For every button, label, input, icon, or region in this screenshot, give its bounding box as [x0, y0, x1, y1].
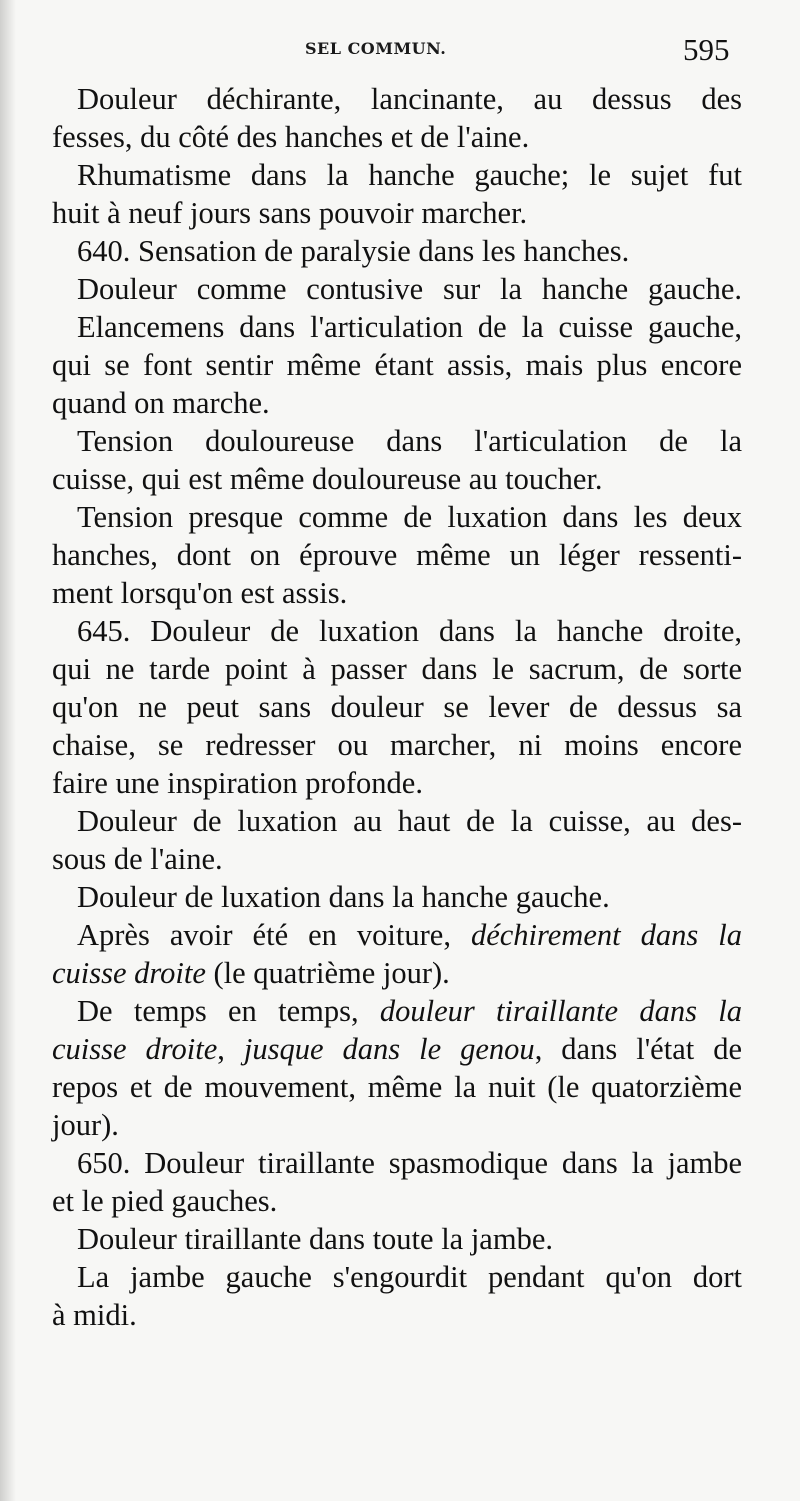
text-line	[52, 840, 742, 878]
text-line	[52, 650, 742, 688]
line-text: sous de l'aine.	[52, 842, 223, 876]
text-line	[52, 498, 742, 536]
line-text: fesses, du côté des hanches et de l'aine.	[52, 120, 530, 154]
line-text: La jambe gauche s'engourdit pendant qu'on dort	[77, 1260, 742, 1294]
line-text: ment lorsqu'on est assis.	[52, 576, 348, 610]
line-text: Douleur de luxation au haut de la cuisse, au des-	[77, 804, 742, 838]
text-line	[52, 1296, 742, 1334]
text-line	[52, 574, 742, 612]
line-text: Douleur de luxation dans la hanche gauche.	[77, 880, 610, 914]
text-line	[52, 764, 742, 802]
line-text: 650. Douleur tiraillante spasmodique dans la jambe	[77, 1146, 742, 1180]
line-text: hanches, dont on éprouve même un léger ressenti-	[52, 538, 742, 572]
text-line	[52, 384, 742, 422]
text-line	[52, 1030, 742, 1068]
text-line	[52, 1144, 742, 1182]
text-line	[52, 1182, 742, 1220]
body-text	[52, 80, 742, 1334]
text-line	[52, 80, 742, 118]
line-text: faire une inspiration profonde.	[52, 766, 423, 800]
line-text: , dans l'état de	[534, 1032, 742, 1066]
text-line	[52, 536, 742, 574]
italic-text: cuisse droite	[52, 956, 206, 990]
italic-text: jusque dans le genou	[243, 1032, 535, 1066]
running-head: SEL COMMUN.	[305, 39, 447, 58]
text-line	[52, 1068, 742, 1106]
line-text: qu'on ne peut sans douleur se lever de dessus sa	[52, 690, 742, 724]
text-line	[52, 1220, 742, 1258]
line-text: Tension douloureuse dans l'articulation de la	[77, 424, 742, 458]
text-line	[52, 688, 742, 726]
text-line	[52, 726, 742, 764]
italic-text: cuisse droite	[52, 1032, 218, 1066]
text-line	[52, 954, 742, 992]
line-text: Douleur comme contusive sur la hanche gauche.	[77, 272, 742, 306]
text-line	[52, 232, 742, 270]
line-text: 645. Douleur de luxation dans la hanche droite,	[77, 614, 742, 648]
line-text: De temps en temps,	[77, 994, 380, 1028]
line-text: jour).	[52, 1108, 119, 1142]
text-line	[52, 270, 742, 308]
text-line	[52, 612, 742, 650]
line-text: Rhumatisme dans la hanche gauche; le sujet fut	[77, 158, 742, 192]
text-line	[52, 156, 742, 194]
line-text: qui se font sentir même étant assis, mais plus encore	[52, 348, 742, 382]
line-text: qui ne tarde point à passer dans le sacrum, de sorte	[52, 652, 742, 686]
line-text: (le quatrième jour).	[205, 956, 450, 990]
italic-text: douleur tiraillante dans la	[379, 994, 742, 1028]
text-line	[52, 422, 742, 460]
text-line	[52, 346, 742, 384]
text-line	[52, 916, 742, 954]
line-text: Elancemens dans l'articulation de la cuisse gauche,	[77, 310, 742, 344]
text-line	[52, 1258, 742, 1296]
text-line	[52, 878, 742, 916]
page-header	[0, 32, 800, 76]
text-line	[52, 308, 742, 346]
line-text: Après avoir été en voiture,	[77, 918, 471, 952]
italic-text: déchirement dans la	[470, 918, 742, 952]
line-text: et le pied gauches.	[52, 1184, 278, 1218]
line-text: 640. Sensation de paralysie dans les hanches.	[77, 234, 630, 268]
text-line	[52, 992, 742, 1030]
line-text: quand on marche.	[52, 386, 270, 420]
text-line	[52, 194, 742, 232]
line-text: ,	[217, 1032, 244, 1066]
text-line	[52, 802, 742, 840]
line-text: huit à neuf jours sans pouvoir marcher.	[52, 196, 528, 230]
line-text: cuisse, qui est même douloureuse au toucher.	[52, 462, 603, 496]
text-line	[52, 118, 742, 156]
line-text: chaise, se redresser ou marcher, ni moins encore	[52, 728, 742, 762]
line-text: Douleur tiraillante dans toute la jambe.	[77, 1222, 553, 1256]
line-text: repos et de mouvement, même la nuit (le quatorzième	[52, 1070, 742, 1104]
line-text: Douleur déchirante, lancinante, au dessus des	[77, 82, 742, 116]
text-line	[52, 460, 742, 498]
text-line	[52, 1106, 742, 1144]
page-number: 595	[683, 32, 730, 67]
line-text: à midi.	[52, 1298, 137, 1332]
line-text: Tension presque comme de luxation dans les deux	[77, 500, 742, 534]
